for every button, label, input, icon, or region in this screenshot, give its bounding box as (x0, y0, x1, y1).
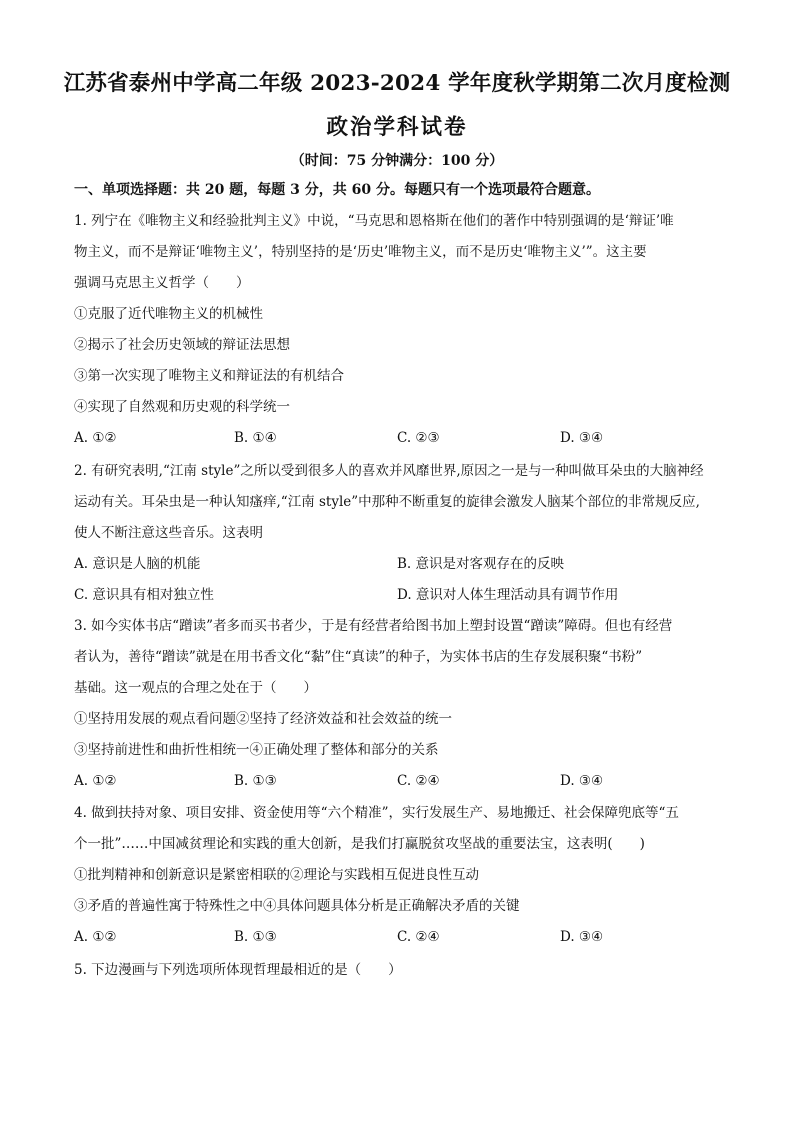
q1-stem-line1: 1. 列宁在《唯物主义和经验批判主义》中说，“马克思和恩格斯在他们的著作中特别强调的是‘辩证’唯 (74, 213, 674, 229)
q1-option-c[interactable]: C. ②③ (397, 430, 440, 446)
q3-stem-line2: 者认为，善待“蹭读”就是在用书香文化“黏”住“真读”的种子，为实体书店的生存发展积聚“书粉” (74, 649, 643, 665)
q1-statement-4: ④实现了自然观和历史观的科学统一 (74, 399, 290, 415)
q4-options (74, 927, 734, 947)
q1-statement-1: ①克服了近代唯物主义的机械性 (74, 306, 263, 322)
q3-stem-line3: 基础。这一观点的合理之处在于（ ） (74, 680, 317, 696)
q3-statements-2: ③坚持前进性和曲折性相统一④正确处理了整体和部分的关系 (74, 742, 439, 758)
q1-stem-line3: 强调马克思主义哲学（ ） (74, 275, 250, 291)
q4-option-a[interactable]: A. ①② (74, 929, 117, 945)
q4-option-d[interactable]: D. ③④ (560, 929, 604, 945)
q2-option-d[interactable]: D. 意识对人体生理活动具有调节作用 (397, 587, 619, 603)
q3-option-a[interactable]: A. ①② (74, 773, 117, 789)
q1-stem-line2: 物主义，而不是辩证‘唯物主义’，特别坚持的是‘历史’唯物主义，而不是历史‘唯物主义’”。这主要 (74, 244, 647, 260)
q1-statement-2: ②揭示了社会历史领域的辩证法思想 (74, 337, 290, 353)
exam-time-score: （时间：75 分钟满分：100 分） (290, 153, 504, 169)
q2-options-row1 (74, 554, 734, 574)
q1-options (74, 428, 734, 448)
q2-option-c[interactable]: C. 意识具有相对独立性 (74, 587, 214, 603)
q4-statements-1: ①批判精神和创新意识是紧密相联的②理论与实践相互促进良性互动 (74, 867, 479, 883)
q1-statement-3: ③第一次实现了唯物主义和辩证法的有机结合 (74, 368, 344, 384)
q2-stem-line1: 2. 有研究表明,“江南 style”之所以受到很多人的喜欢并风靡世界,原因之一是与一种叫做耳朵虫的大脑神经 (74, 463, 704, 479)
q3-option-c[interactable]: C. ②④ (397, 773, 440, 789)
q3-option-d[interactable]: D. ③④ (560, 773, 604, 789)
q1-option-b[interactable]: B. ①④ (234, 430, 277, 446)
exam-title-line2: 政治学科试卷 (326, 115, 468, 140)
section-heading: 一、单项选择题：共 20 题，每题 3 分，共 60 分。每题只有一个选项最符合题意。 (74, 182, 600, 198)
q3-statements-1: ①坚持用发展的观点看问题②坚持了经济效益和社会效益的统一 (74, 711, 452, 727)
q2-stem-line2: 运动有关。耳朵虫是一种认知瘙痒,“江南 style”中那种不断重复的旋律会激发人脑某个部位的非常规反应, (74, 494, 700, 510)
q4-option-c[interactable]: C. ②④ (397, 929, 440, 945)
q2-stem-line3: 使人不断注意这些音乐。这表明 (74, 525, 263, 541)
q5-stem-line1: 5. 下边漫画与下列选项所体现哲理最相近的是（ ） (74, 962, 402, 978)
q3-options (74, 771, 734, 791)
q1-option-a[interactable]: A. ①② (74, 430, 117, 446)
q3-option-b[interactable]: B. ①③ (234, 773, 277, 789)
q4-stem-line1: 4. 做到扶持对象、项目安排、资金使用等“六个精准”，实行发展生产、易地搬迁、社会保障兜底等“五 (74, 805, 679, 821)
q4-option-b[interactable]: B. ①③ (234, 929, 277, 945)
q1-option-d[interactable]: D. ③④ (560, 430, 604, 446)
q2-options-row2 (74, 585, 734, 605)
q4-statements-2: ③矛盾的普遍性寓于特殊性之中④具体问题具体分析是正确解决矛盾的关键 (74, 898, 520, 914)
exam-title-line1: 江苏省泰州中学高二年级 2023-2024 学年度秋学期第二次月度检测 (63, 71, 731, 96)
q2-option-b[interactable]: B. 意识是对客观存在的反映 (397, 556, 565, 572)
q2-option-a[interactable]: A. 意识是人脑的机能 (74, 556, 201, 572)
q4-stem-line2: 个一批”……中国减贫理论和实践的重大创新，是我们打赢脱贫攻坚战的重要法宝，这表明( ) (74, 836, 645, 852)
q3-stem-line1: 3. 如今实体书店“蹭读”者多而买书者少，于是有经营者给图书加上塑封设置“蹭读”障碍。但也有经营 (74, 618, 673, 634)
